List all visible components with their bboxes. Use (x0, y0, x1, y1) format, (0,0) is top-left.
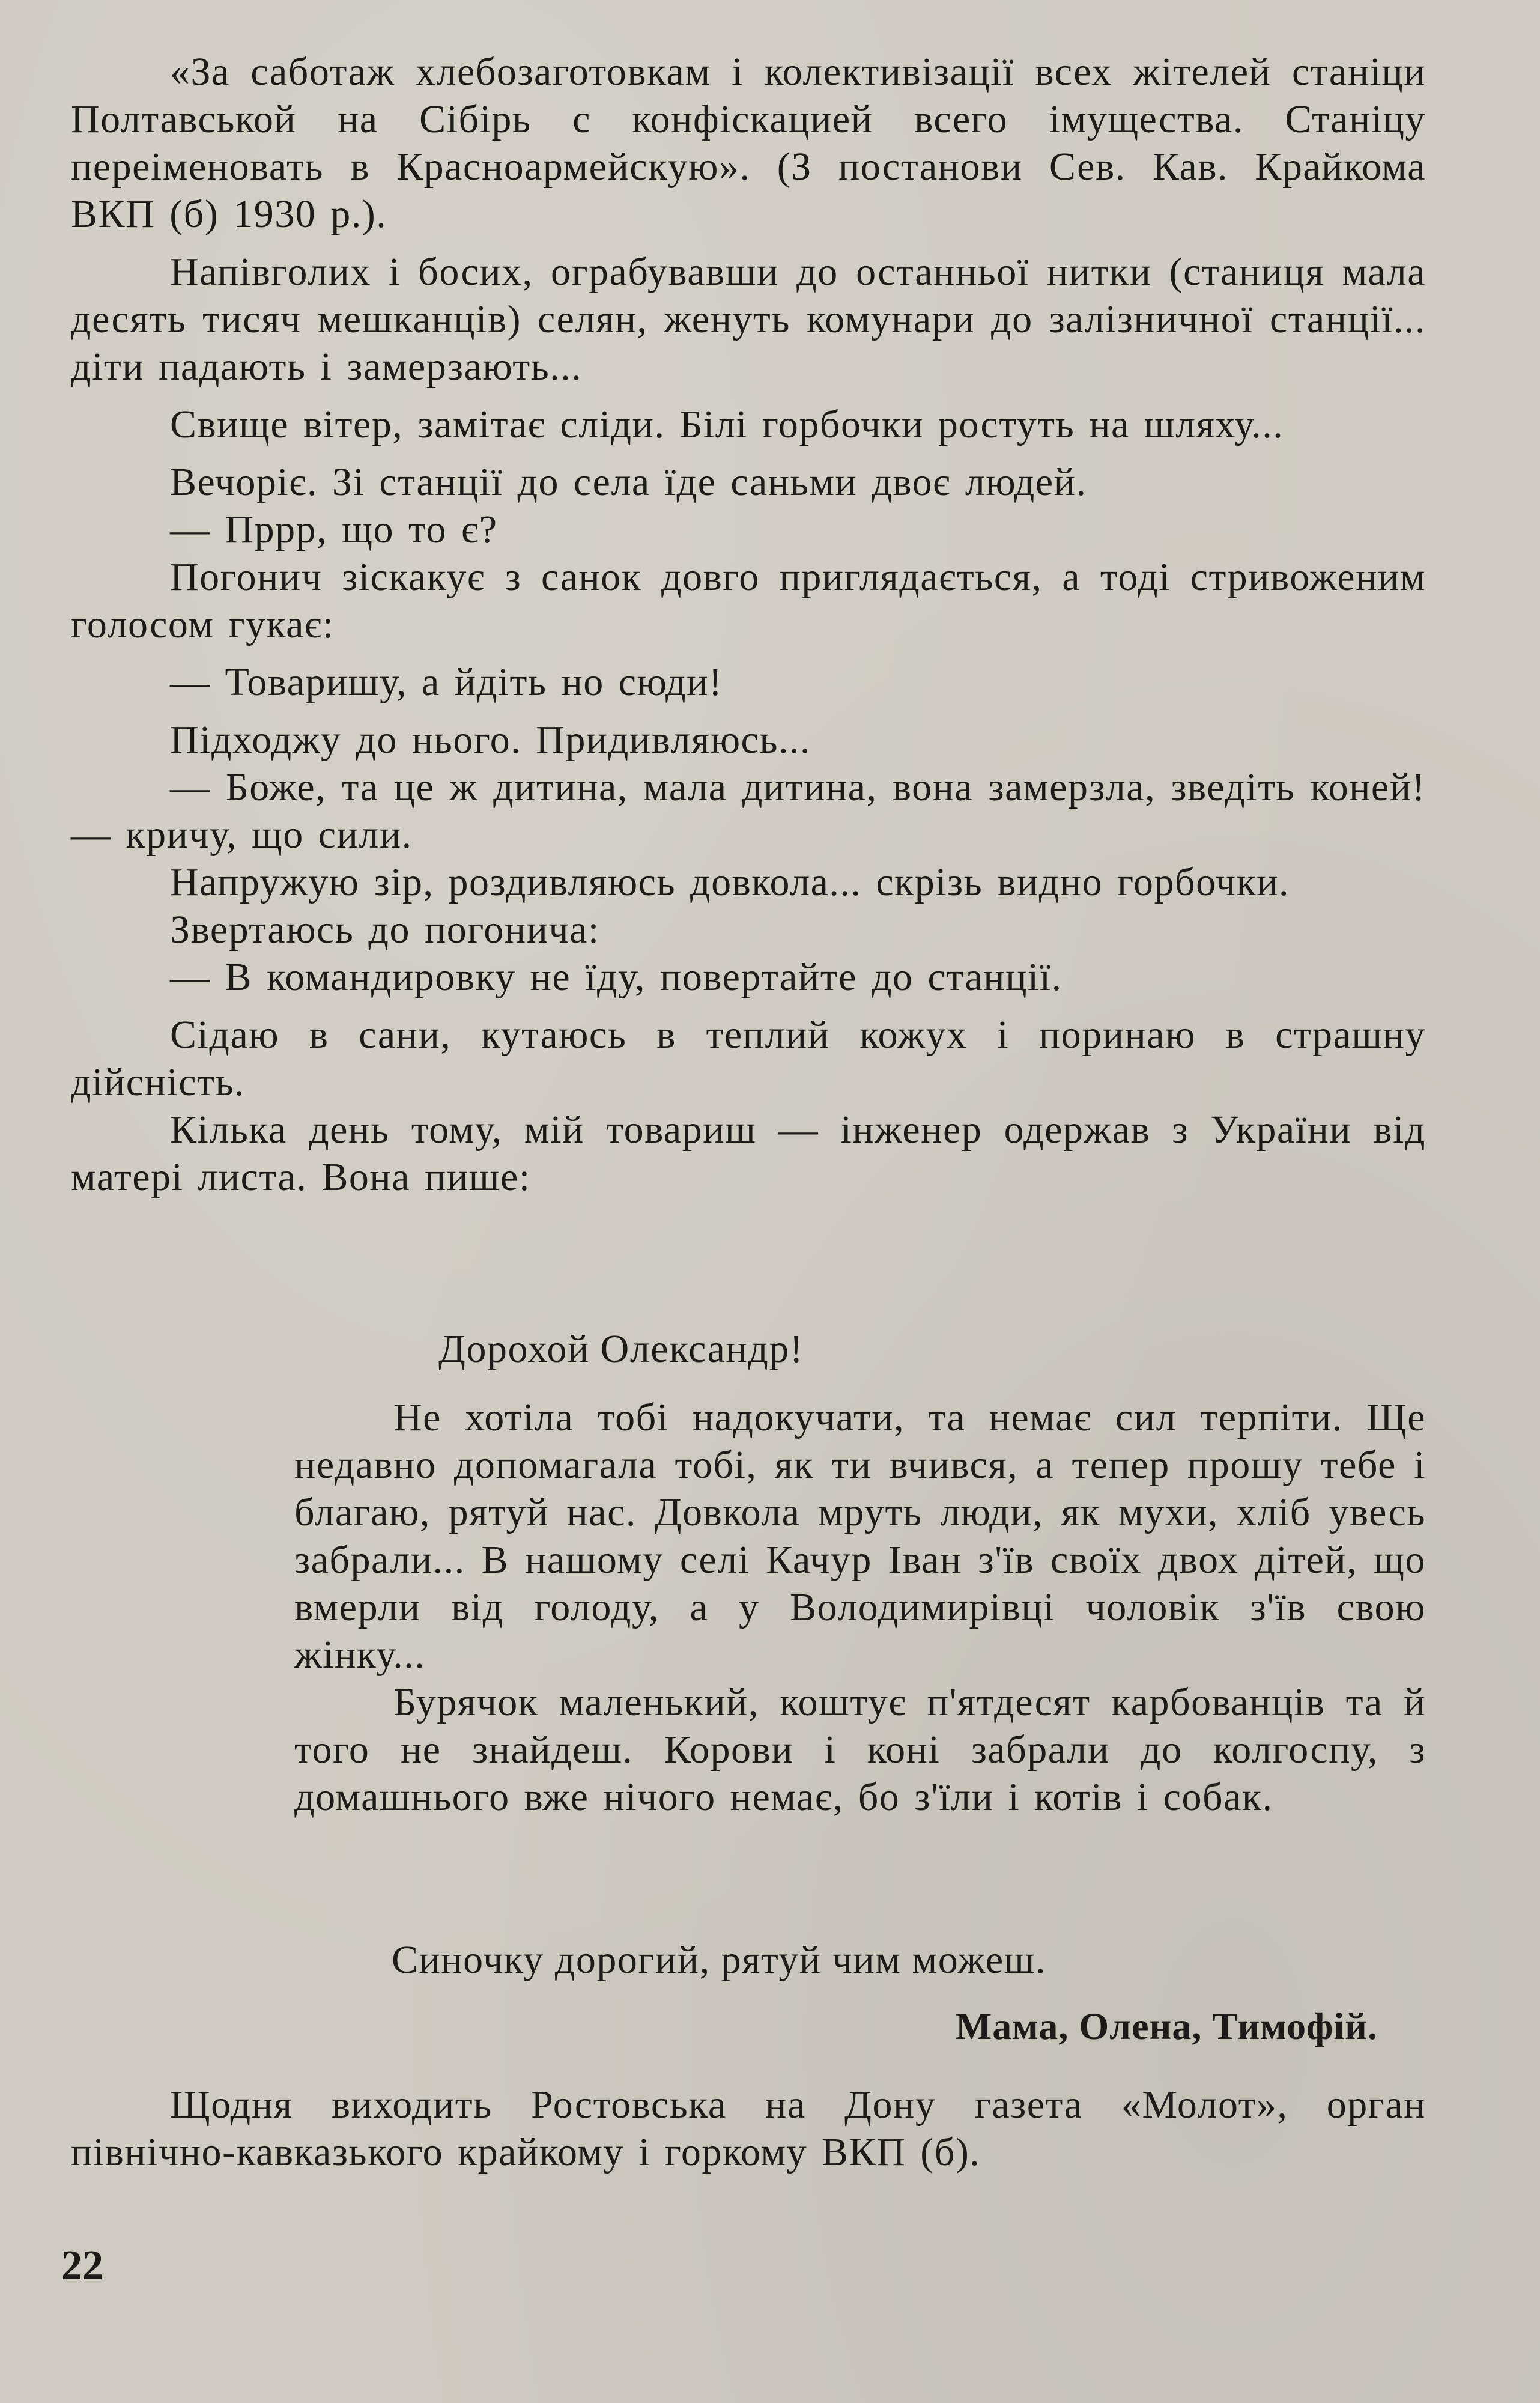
paragraph-look-around: Напружую зір, роздивляюсь довкола... скрізь видно горбочки. (170, 860, 1290, 904)
paragraph-turn-to-driver: Звертаюсь до погонича: (170, 908, 600, 952)
paragraph-deportation: Напівголих і босих, ограбувавши до останньої нитки (станиця мала десять тисяч мешканців) селян, женуть комунари до залізничної станції... діти падають і замерзають... (71, 250, 1426, 389)
paragraph-molot-newspaper: Щодня виходить Ростовська на Дону газета «Молот», орган північно-кавказького крайкому і горкому ВКП (б). (71, 2083, 1426, 2174)
paragraph-dialogue-stop: — Пррр, що то є? (170, 508, 498, 551)
paragraph-friend-letter: Кілька день тому, мій товариш — інженер одержав з України від матері листа. Вона пише: (71, 1108, 1426, 1199)
paragraph-evening: Вечоріє. Зі станції до села їде саньми двоє людей. (170, 460, 1087, 504)
letter-signature: Мама, Олена, Тимофій. (955, 2005, 1378, 2047)
letter-greeting: Дорохой Олександр! (438, 1327, 804, 1371)
page-number: 22 (61, 2243, 103, 2289)
paragraph-dialogue-return: — В командировку не їду, повертайте до станції. (170, 955, 1063, 999)
paragraph-dialogue-child: — Боже, та це ж дитина, мала дитина, вона замерзла, зведіть коней! — кричу, що сили. (71, 765, 1426, 857)
paragraph-approach: Підходжу до нього. Придивляюсь... (170, 718, 811, 762)
paragraph-dialogue-call: — Товаришу, а йдіть но сюди! (170, 660, 723, 704)
paragraph-sleigh: Сідаю в сани, кутаюсь в теплий кожух і поринаю в страшну дійсність. (71, 1013, 1426, 1104)
letter-closing: Синочку дорогий, рятуй чим можеш. (392, 1938, 1046, 1982)
paragraph-decree: «За саботаж хлебозаготовкам і колективізації всех жітелей станіци Полтавськой на Сібірь с конфіскацией всего імущества. Станіцу переіменовать в Красноармейскую». (З постанови Сев. Кав. Крайкома ВКП (б) 1930 р.). (71, 50, 1426, 236)
paragraph-wind: Свище вітер, замітає сліди. Білі горбочки ростуть на шляху... (170, 403, 1284, 446)
main-text (71, 48, 1426, 1211)
letter-paragraph-prices: Бурячок маленький, коштує п'ятдесят карбованців та й того не знайдеш. Корови і коні забрали до колгоспу, з домашнього вже нічого немає, бо з'їли і котів і собак. (294, 1680, 1426, 1819)
paragraph-driver: Погонич зіскакує з санок довго приглядається, а тоді стривоженим голосом гукає: (71, 555, 1426, 646)
letter-paragraph-plea: Не хотіла тобі надокучати, та немає сил терпіти. Ще недавно допомагала тобі, як ти вчився, а тепер прошу тебе і благаю, рятуй нас. Довкола мруть люди, як мухи, хліб увесь забрали... В нашому селі Качур Іван з'їв своїх двох дітей, що вмерли від голоду, а у Володимирівці чоловік з'їв свою жінку... (294, 1396, 1426, 1677)
letter-body (294, 1394, 1426, 1821)
